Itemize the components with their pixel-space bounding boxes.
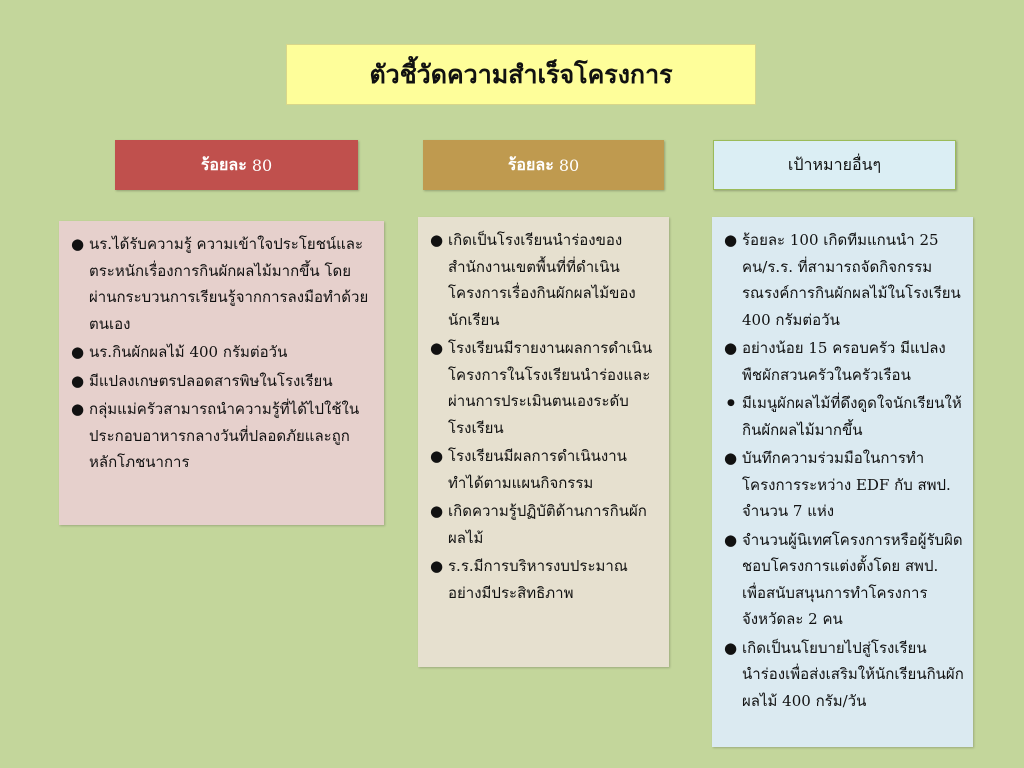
bullet-icon: ● [724,530,738,549]
column-1-header [115,140,358,190]
list-item-text: มีแปลงเกษตรปลอดสารพิษในโรงเรียน [89,371,333,390]
bullet-icon: ● [71,343,85,361]
column-2-header-value: 80 [558,155,580,175]
bullet-icon: ● [724,449,738,467]
bullet-icon: ● [724,638,738,657]
column-2-list [430,227,661,606]
bullet-icon: ● [430,557,444,575]
list-item [71,231,374,337]
list-item [724,527,965,633]
list-item-text: โรงเรียนมีผลการดำเนินงานทำได้ตามแผนกิจกรรม [448,447,627,492]
list-item-text: เกิดเป็นนโยบายไปสู่โรงเรียนนำร่องเพื่อส่งเสริมให้นักเรียนกินผักผลไม้ 400 กรัม/วัน [742,638,964,710]
list-item [430,443,661,496]
list-item-text: จำนวนผู้นิเทศโครงการหรือผู้รับผิดชอบโครงการแต่งตั้งโดย สพป. เพื่อสนับสนุนการทำโครงการ จังหวัดละ 2 คน [742,530,963,628]
column-1-header-value: 80 [251,155,273,175]
list-item [430,498,661,551]
list-item-text: นร.ได้รับความรู้ ความเข้าใจประโยชน์และตระหนักเรื่องการกินผักผลไม้มากขึ้น โดยผ่านกระบวนการเรียนรู้จากการลงมือทำด้วยตนเอง [89,235,369,333]
column-3-header-label: เป้าหมายอื่นๆ [787,154,882,174]
bullet-icon: ● [71,400,85,418]
list-item-text: มีเมนูผักผลไม้ที่ดึงดูดใจนักเรียนให้กินผักผลไม้มากขึ้น [742,394,962,439]
bullet-icon: ● [430,447,444,465]
list-item-text: บันทึกความร่วมมือในการทำโครงการระหว่าง EDF กับ สพป. จำนวน 7 แห่ง [742,449,951,520]
list-item [71,368,374,395]
list-item [71,396,374,476]
bullet-icon: ● [71,235,85,253]
list-item [724,335,965,388]
column-2-header [423,140,664,190]
list-item-text: อย่างน้อย 15 ครอบครัว มีแปลงพืชผักสวนครัวในครัวเรือน [742,339,946,384]
list-item [430,553,661,606]
column-2-panel [418,217,669,667]
list-item [724,227,965,333]
list-item-text: เกิดความรู้ปฏิบัติด้านการกินผักผลไม้ [448,502,647,547]
list-item-text: เกิดเป็นโรงเรียนนำร่องของสำนักงานเขตพื้นที่ที่ดำเนินโครงการเรื่องกินผักผลไม้ของนักเรียน [448,231,636,329]
column-3-header [713,140,956,190]
bullet-icon: ● [430,502,444,520]
column-3-list [724,227,965,714]
list-item [71,339,374,366]
column-1-header-bold: ร้อยละ [200,154,247,174]
bullet-icon: ● [430,339,444,357]
bullet-icon: ● [430,231,444,249]
bullet-icon: ● [724,339,738,357]
bullet-icon: ● [724,231,738,249]
list-item-text: ร้อยละ 100 เกิดทีมแกนนำ 25 คน/ร.ร. ที่สามารถจัดกิจกรรมรณรงค์การกินผักผลไม้ในโรงเรียน 400 กรัมต่อวัน [742,231,961,329]
column-3-panel [712,217,973,747]
column-1-panel [59,221,384,525]
slide-title: ตัวชี้วัดความสำเร็จโครงการ [286,44,756,105]
list-item [724,390,965,443]
list-item-text: ร.ร.มีการบริหารงบประมาณอย่างมีประสิทธิภาพ [448,557,628,602]
list-item [430,227,661,333]
list-item-text: นร.กินผักผลไม้ 400 กรัมต่อวัน [89,343,288,361]
column-2-header-bold: ร้อยละ [507,154,554,174]
list-item-text: โรงเรียนมีรายงานผลการดำเนินโครงการในโรงเรียนนำร่องและผ่านการประเมินตนเองระดับโรงเรียน [448,339,653,437]
column-1-list [71,231,374,476]
bullet-icon: ● [727,398,735,408]
list-item [724,445,965,525]
list-item [724,635,965,715]
list-item [430,335,661,441]
list-item-text: กลุ่มแม่ครัวสามารถนำความรู้ที่ได้ไปใช้ในประกอบอาหารกลางวันที่ปลอดภัยและถูกหลักโภชนาการ [89,400,360,471]
bullet-icon: ● [71,371,85,390]
